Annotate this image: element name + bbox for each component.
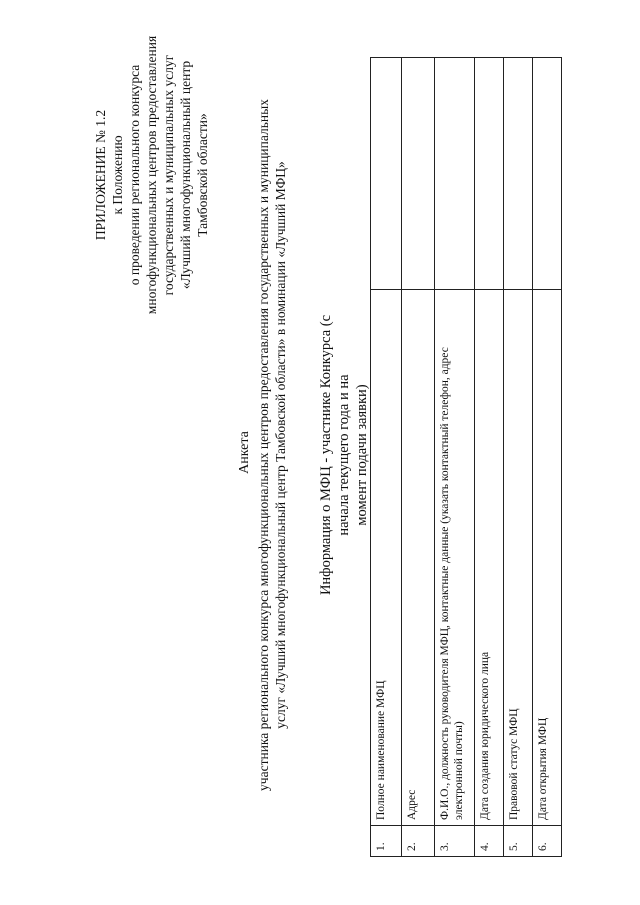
- row-value-cell[interactable]: [402, 58, 435, 290]
- appendix-line: к Положению: [110, 135, 125, 215]
- anketa-title: Анкета: [237, 431, 252, 474]
- appendix-line: о проведении регионального конкурса: [127, 64, 142, 286]
- anketa-line: участника регионального конкурса многофункциональных центров предоставления государственных и муниципальных: [256, 99, 271, 791]
- appendix-line: Тамбовской области»: [195, 113, 210, 237]
- row-number: 3.: [435, 826, 475, 857]
- appendix-header: [92, 25, 211, 325]
- row-label: Дата создания юридического лица: [475, 290, 504, 826]
- table-row: [402, 58, 435, 857]
- info-heading-line: Информация о МФЦ - участнике Конкурса (с начала текущего года и на: [318, 314, 352, 596]
- table-row: [504, 58, 533, 857]
- row-value-cell[interactable]: [435, 58, 475, 290]
- row-number: 1.: [371, 826, 402, 857]
- table-row: [475, 58, 504, 857]
- row-value-cell[interactable]: [475, 58, 504, 290]
- appendix-line: государственных и муниципальных услуг: [161, 54, 176, 296]
- table-row: [533, 58, 562, 857]
- row-value-cell[interactable]: [371, 58, 402, 290]
- table-row: [435, 58, 475, 857]
- appendix-line: многофункциональных центров предоставления: [144, 35, 159, 315]
- row-value-cell[interactable]: [504, 58, 533, 290]
- row-label: Правовой статус МФЦ: [504, 290, 533, 826]
- info-heading-line: момент подачи заявки): [354, 384, 370, 526]
- appendix-line: ПРИЛОЖЕНИЕ № 1.2: [93, 109, 108, 241]
- appendix-line: «Лучший многофункциональный центр: [178, 60, 193, 290]
- table-row: [371, 58, 402, 857]
- anketa-line: услуг «Лучший многофункциональный центр Тамбовской области» в номинации «Лучший МФЦ»: [273, 161, 288, 729]
- row-label: Адрес: [402, 290, 435, 826]
- row-label: Дата открытия МФЦ: [533, 290, 562, 826]
- anketa-subtitle: [255, 75, 289, 815]
- row-number: 6.: [533, 826, 562, 857]
- row-number: 4.: [475, 826, 504, 857]
- row-number: 5.: [504, 826, 533, 857]
- row-value-cell[interactable]: [533, 58, 562, 290]
- row-number: 2.: [402, 826, 435, 857]
- mfc-info-table: [370, 57, 562, 857]
- row-label: Ф.И.О., должность руководителя МФЦ, контактные данные (указать контактный телефон, адрес электронной почты): [435, 290, 475, 826]
- row-label: Полное наименование МФЦ: [371, 290, 402, 826]
- info-heading: [317, 305, 371, 605]
